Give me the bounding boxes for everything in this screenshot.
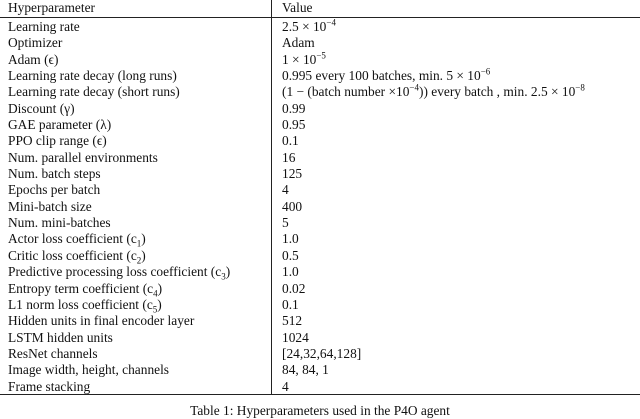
table-row	[0, 330, 640, 346]
table-row	[0, 313, 640, 329]
param-name: Epochs per batch	[8, 182, 101, 198]
table-row	[0, 133, 640, 149]
value-cell	[282, 19, 336, 35]
table-row	[0, 346, 640, 362]
param-tail: )	[141, 231, 146, 247]
value-text: 512	[282, 313, 303, 329]
value-text: 0.995 every 100 batches, min. 5 × 10	[282, 68, 481, 84]
param-name: PPO clip range (ϵ)	[8, 133, 107, 149]
param-cell	[8, 199, 92, 215]
param-cell	[8, 264, 230, 280]
value-cell	[282, 199, 302, 215]
value-cell	[282, 133, 299, 149]
value-text: 84, 84, 1	[282, 362, 329, 378]
param-name: Entropy term coefficient (c	[8, 280, 154, 296]
table-row	[0, 84, 640, 100]
value-text: 125	[282, 166, 303, 182]
value-cell	[282, 84, 585, 100]
value-text: 0.1	[282, 296, 299, 312]
param-subscript: 2	[136, 255, 142, 266]
value-cell	[282, 379, 289, 395]
param-tail: )	[225, 264, 231, 280]
value-text: 400	[282, 198, 303, 214]
table-row	[0, 19, 640, 35]
value-text: [24,32,64,128]	[282, 345, 362, 361]
param-subscript: 5	[152, 304, 158, 315]
param-cell	[8, 281, 162, 297]
value-text: 0.5	[282, 247, 299, 263]
param-cell	[8, 133, 107, 149]
value-cell	[282, 35, 315, 51]
value-cell	[282, 231, 299, 247]
param-name: Learning rate	[8, 19, 80, 34]
param-name: Optimizer	[8, 35, 63, 51]
table-caption: Table 1: Hyperparameters used in the P4O agent	[190, 403, 450, 418]
table-row	[0, 379, 640, 395]
param-subscript: 4	[153, 288, 158, 299]
value-cell	[282, 68, 490, 84]
table-row	[0, 297, 640, 313]
value-cell	[282, 281, 305, 297]
value-text: 4	[282, 378, 289, 394]
param-cell	[8, 379, 90, 395]
table-row	[0, 199, 640, 215]
param-subscript: 3	[221, 271, 226, 282]
value-cell	[282, 150, 295, 166]
table-row	[0, 52, 640, 68]
param-subscript: 1	[136, 239, 142, 250]
value-cell	[282, 166, 302, 182]
table-row	[0, 117, 640, 133]
value-tail: )) every batch , min. 2.5 × 10	[418, 84, 576, 100]
param-name: L1 norm loss coefficient (c	[8, 296, 153, 312]
table-body	[0, 19, 640, 395]
table-row	[0, 215, 640, 231]
table-row	[0, 248, 640, 264]
value-text: (1 − (batch number ×10	[282, 84, 410, 100]
param-name: Image width, height, channels	[8, 362, 170, 378]
value-cell	[282, 330, 309, 346]
header-hyperparameter: Hyperparameter	[8, 0, 95, 15]
param-name: Critic loss coefficient (c	[8, 247, 137, 263]
value-cell	[282, 297, 299, 313]
param-cell	[8, 346, 98, 362]
value-cell	[282, 313, 302, 329]
value-exponent: −5	[316, 50, 326, 61]
param-cell	[8, 215, 111, 231]
param-name: Adam (ϵ)	[8, 51, 59, 67]
param-name: Mini-batch size	[8, 198, 92, 214]
param-cell	[8, 313, 194, 329]
value-cell	[282, 248, 299, 264]
param-name: Actor loss coefficient (c	[8, 231, 137, 247]
value-text: 1024	[282, 329, 309, 345]
header-value: Value	[282, 0, 313, 15]
value-text: 1.0	[282, 231, 299, 247]
param-cell	[8, 330, 113, 346]
table-row	[0, 281, 640, 297]
value-cell	[282, 215, 289, 231]
param-cell	[8, 166, 101, 182]
param-name: Num. mini-batches	[8, 215, 111, 231]
value-text: 0.99	[282, 100, 306, 116]
param-cell	[8, 19, 80, 35]
param-tail: )	[157, 296, 162, 312]
value-cell	[282, 52, 326, 68]
param-name: ResNet channels	[8, 345, 98, 361]
param-cell	[8, 101, 75, 117]
value-cell	[282, 101, 305, 117]
param-cell	[8, 231, 146, 250]
param-name: Learning rate decay (long runs)	[8, 68, 177, 84]
table-row	[0, 68, 640, 84]
param-cell	[8, 248, 146, 264]
value-text: 1.0	[282, 264, 299, 280]
table-row	[0, 231, 640, 250]
param-name: Learning rate decay (short runs)	[8, 84, 180, 100]
value-text: 5	[282, 215, 289, 231]
param-name: Discount (γ)	[8, 100, 75, 116]
param-name: Predictive processing loss coefficient (c	[8, 264, 222, 280]
value-cell	[282, 117, 305, 133]
value-text: 0.95	[282, 117, 306, 133]
value-cell	[282, 362, 329, 378]
value-text: 2.5 × 10	[282, 19, 327, 34]
param-cell	[8, 84, 180, 100]
param-cell	[8, 117, 111, 133]
value-exponent: −4	[409, 82, 419, 93]
value-text: 0.1	[282, 133, 299, 149]
value-exponent: −6	[480, 66, 491, 77]
param-cell	[8, 362, 169, 378]
param-name: Frame stacking	[8, 378, 91, 394]
param-name: LSTM hidden units	[8, 329, 113, 345]
param-name: GAE parameter (λ)	[8, 117, 112, 133]
param-cell	[8, 182, 100, 198]
value-text: 4	[282, 182, 289, 198]
param-cell	[8, 150, 158, 166]
table-row	[0, 166, 640, 182]
param-tail: )	[141, 247, 146, 263]
value-text: 16	[282, 149, 296, 165]
value-text: 0.02	[282, 280, 306, 296]
bottom-rule	[0, 394, 640, 395]
value-cell	[282, 264, 299, 280]
param-tail: )	[157, 280, 163, 296]
table-row	[0, 101, 640, 117]
param-cell	[8, 68, 177, 84]
param-cell	[8, 297, 162, 313]
table-row	[0, 362, 640, 378]
value-exponent: −4	[326, 17, 336, 28]
value-exponent-2: −8	[575, 82, 585, 93]
column-divider	[271, 0, 272, 394]
table-row	[0, 150, 640, 166]
value-cell	[282, 346, 361, 362]
param-cell	[8, 35, 62, 51]
value-text: Adam	[282, 35, 315, 51]
table-header	[0, 0, 640, 18]
param-name: Hidden units in final encoder layer	[8, 313, 195, 329]
param-cell	[8, 52, 58, 68]
value-text: 1 × 10	[282, 51, 317, 67]
value-cell	[282, 182, 289, 198]
param-name: Num. batch steps	[8, 166, 101, 182]
table-row	[0, 264, 640, 280]
param-name: Num. parallel environments	[8, 149, 158, 165]
table-row	[0, 182, 640, 198]
